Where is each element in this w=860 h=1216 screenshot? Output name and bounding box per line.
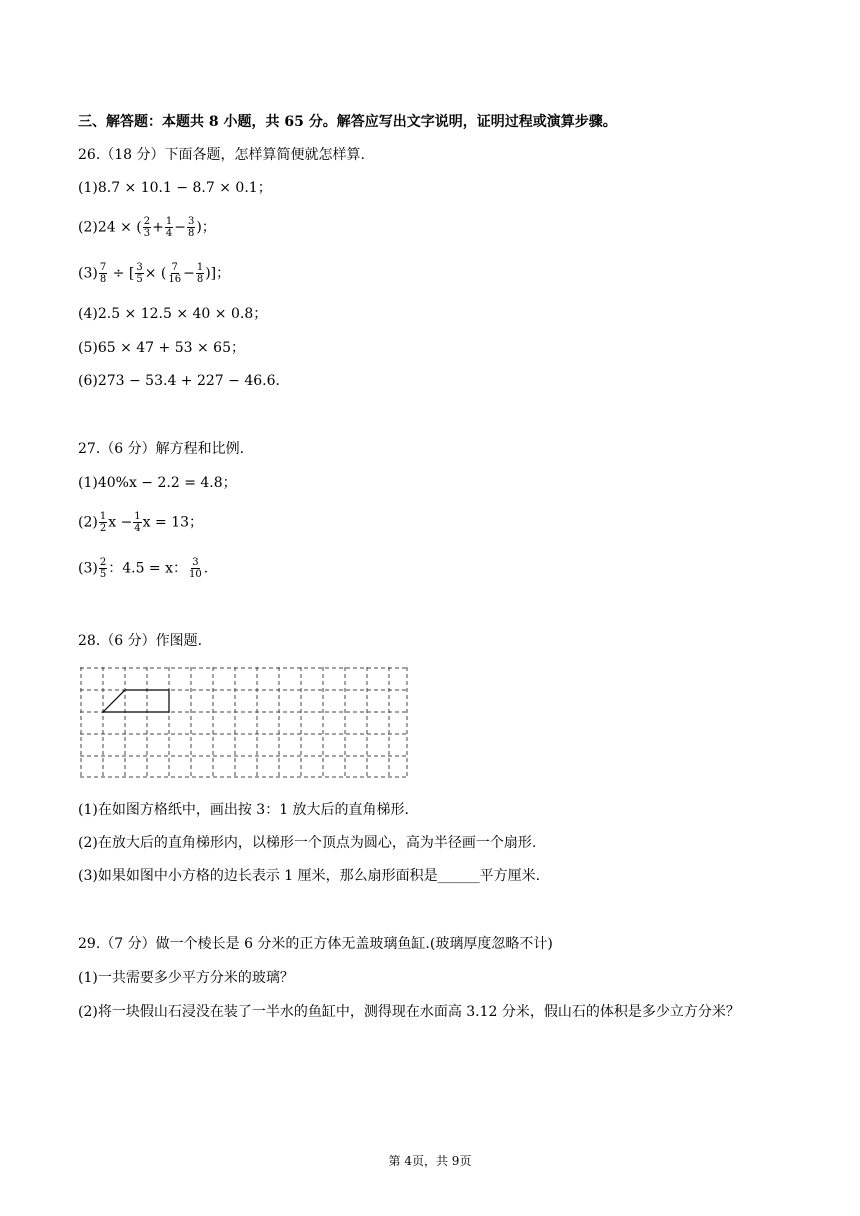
q27-header: 27.（6 分）解方程和比例. — [78, 441, 245, 457]
denominator: 8 — [99, 274, 107, 285]
q27-part2 — [78, 511, 203, 534]
numerator: 1 — [99, 511, 107, 522]
q27-p3-suffix: . — [203, 560, 209, 577]
numerator: 1 — [165, 216, 173, 227]
denominator: 4 — [165, 228, 173, 239]
denominator: 5 — [136, 274, 143, 285]
fraction — [133, 511, 141, 534]
operator: − — [174, 219, 186, 236]
q26-part5: (5)65 × 47 + 53 × 65； — [78, 340, 245, 356]
q29-part2: (2)将一块假山石浸没在装了一半水的鱼缸中，测得现在水面高 3.12 分米，假山石的体积是多少立方分米？ — [78, 1004, 740, 1020]
fraction — [99, 557, 107, 580]
denominator: 2 — [99, 523, 107, 534]
q29-header: 29.（7 分）做一个棱长是 6 分米的正方体无盖玻璃鱼缸.(玻璃厚度忽略不计) — [78, 936, 553, 952]
section-score: 65 — [284, 114, 304, 130]
q26-part4: (4)2.5 × 12.5 × 40 × 0.8； — [78, 306, 268, 322]
page-footer: 第 4页，共 9页 — [388, 1154, 472, 1168]
section-title-suffix: 分。解答应写出文字说明，证明过程或演算步骤。 — [303, 114, 617, 130]
denominator: 5 — [99, 569, 107, 580]
numerator: 3 — [192, 557, 199, 568]
fraction — [196, 262, 204, 285]
q26-part3 — [78, 262, 230, 285]
section-title — [78, 113, 617, 131]
q29-part1: (1)一共需要多少平方分米的玻璃？ — [78, 970, 294, 986]
numerator: 7 — [171, 262, 178, 273]
fraction — [99, 262, 107, 285]
denominator: 8 — [187, 228, 195, 239]
operator: ÷ [ — [108, 265, 135, 282]
q28-part1: (1)在如图方格纸中，画出按 3：1 放大后的直角梯形. — [78, 802, 409, 818]
q27-p3-prefix: (3) — [78, 560, 98, 577]
q26-part2 — [78, 216, 216, 239]
operator: − — [183, 265, 195, 282]
denominator: 4 — [134, 523, 141, 534]
q28-header: 28.（6 分）作图题. — [78, 633, 203, 649]
trapezoid-shape — [103, 690, 169, 712]
denominator: 10 — [189, 569, 202, 580]
section-title-mid: 小题，共 — [218, 114, 285, 130]
q26-p3-suffix: )]； — [205, 265, 231, 282]
q27-p2-prefix: (2) — [78, 514, 98, 531]
grid-figure — [80, 667, 410, 779]
fraction — [99, 511, 107, 534]
denominator: 8 — [196, 274, 204, 285]
q27-part3 — [78, 557, 208, 580]
operator: × ( — [144, 265, 167, 282]
q26-p3-prefix: (3) — [78, 265, 98, 282]
q27-p2-mid: x − — [108, 514, 133, 531]
q26-p2-suffix: )； — [196, 219, 216, 236]
denominator: 3 — [143, 228, 151, 239]
q27-p3-mid: ：4.5 = x： — [108, 560, 188, 577]
q27-part1: (1)40%x − 2.2 = 4.8； — [78, 475, 237, 491]
denominator: 16 — [168, 274, 182, 285]
section-count: 8 — [208, 114, 219, 130]
fraction — [143, 216, 151, 239]
q26-part1: (1)8.7 × 10.1 − 8.7 × 0.1； — [78, 180, 272, 196]
fraction — [187, 216, 195, 239]
numerator: 1 — [134, 511, 141, 522]
q28-part2: (2)在放大后的直角梯形内，以梯形一个顶点为圆心，高为半径画一个扇形. — [78, 835, 537, 851]
operator: + — [152, 219, 164, 236]
numerator: 1 — [196, 262, 204, 273]
numerator: 2 — [143, 216, 151, 227]
numerator: 2 — [99, 557, 107, 568]
q27-p2-suffix: x = 13； — [142, 514, 204, 531]
section-title-prefix: 三、解答题：本题共 — [78, 114, 209, 130]
q26-header: 26.（18 分）下面各题，怎样算简便就怎样算. — [78, 147, 365, 163]
numerator: 3 — [187, 216, 195, 227]
fraction — [188, 557, 203, 580]
fraction — [165, 216, 173, 239]
q26-p2-prefix: (2)24 × ( — [78, 219, 142, 236]
fraction — [135, 262, 143, 285]
q28-part3: (3)如果如图中小方格的边长表示 1 厘米，那么扇形面积是______平方厘米. — [78, 868, 541, 884]
fraction — [167, 262, 182, 285]
numerator: 3 — [136, 262, 143, 273]
q26-part6: (6)273 − 53.4 + 227 − 46.6. — [78, 373, 280, 389]
numerator: 7 — [99, 262, 107, 273]
